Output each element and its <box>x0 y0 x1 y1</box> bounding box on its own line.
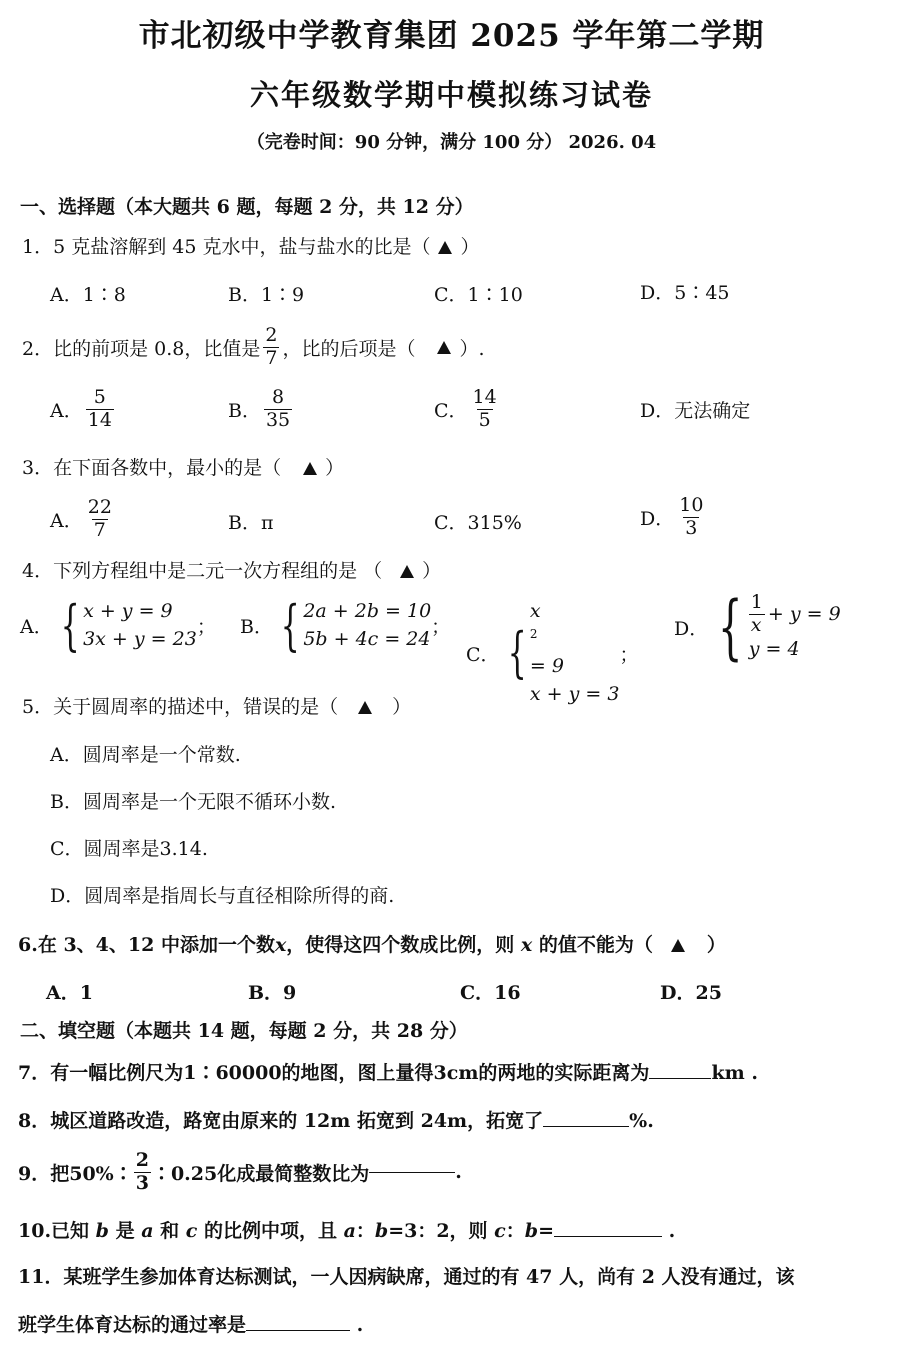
q2-option-d: D．无法确定 <box>640 400 751 422</box>
q3-option-b: B．π <box>228 512 274 534</box>
page-title: 市北初级中学教育集团 2025 学年第二学期 <box>138 18 765 54</box>
q4-a-sep: ； <box>196 616 216 639</box>
q11-answer-blank[interactable] <box>246 1330 350 1331</box>
q3-option-c: C．315% <box>434 512 522 534</box>
q6-option-d: D．25 <box>660 982 722 1004</box>
q2-a-label: A． <box>50 399 83 422</box>
question-3 <box>22 453 344 480</box>
q1-option-a: A．1∶8 <box>50 284 126 306</box>
q9-end: . <box>455 1161 462 1183</box>
q9-answer-blank[interactable] <box>369 1172 455 1173</box>
q8-unit: %. <box>629 1110 654 1132</box>
q3-d-fraction <box>677 495 705 540</box>
q6-stem-c: 的值不能为（ <box>538 934 653 956</box>
question-8 <box>18 1106 654 1133</box>
q10-t4: ： <box>355 1220 375 1242</box>
q3-option-d <box>640 490 708 544</box>
triangle-icon <box>400 565 414 578</box>
q2-stem-a: 2．比的前项是 0.8，比值是 <box>22 337 261 360</box>
q10-var-a: a <box>141 1220 154 1242</box>
q9-text-b: ∶0.25化成最简整数比为 <box>151 1162 370 1185</box>
q1-option-d: D．5∶45 <box>640 282 730 304</box>
q4-d-num: 1 <box>750 591 763 614</box>
question-11-line1: 11．某班学生参加体育达标测试，一人因病缺席，通过的有 47 人，尚有 2 人没有通过，该 <box>18 1266 795 1288</box>
q4-c-sep: ； <box>619 643 639 666</box>
q2-b-den: 35 <box>265 408 291 431</box>
q2-a-num: 5 <box>93 385 106 408</box>
triangle-icon <box>303 462 317 475</box>
brace-icon: { <box>280 593 300 657</box>
q2-option-b <box>228 382 295 436</box>
q3-option-a <box>50 492 117 546</box>
q6-close: ） <box>706 934 726 956</box>
question-4 <box>22 556 441 583</box>
exam-meta: （完卷时间：90 分钟，满分 100 分） 2026. 04 <box>246 132 657 153</box>
page-subtitle: 六年级数学期中模拟练习试卷 <box>249 78 653 112</box>
q4-b-label: B． <box>240 616 273 639</box>
question-2 <box>22 322 485 372</box>
q6-var: x <box>274 934 287 956</box>
q10-var-a2: a <box>343 1220 356 1242</box>
q4-stem: 4．下列方程组中是二元一次方程组的是 （ <box>22 560 383 582</box>
brace-icon: { <box>718 586 743 668</box>
q2-frac-den: 7 <box>265 346 278 369</box>
q9-den: 3 <box>135 1171 149 1194</box>
brace-icon: { <box>507 621 527 685</box>
q9-fraction <box>134 1150 151 1195</box>
q4-d-system <box>749 592 841 661</box>
q5-stem: 5．关于圆周率的描述中，错误的是（ <box>22 696 339 718</box>
q10-var-b3: b <box>524 1220 539 1242</box>
q6-option-a: A．1 <box>46 982 93 1004</box>
q8-answer-blank[interactable] <box>543 1126 629 1127</box>
q6-stem-a: 6.在 3、4、12 中添加一个数 <box>18 934 275 956</box>
q10-end: . <box>661 1220 676 1242</box>
q4-d-den: x <box>749 614 765 637</box>
q10-t5: =3：2，则 <box>388 1220 495 1242</box>
q6-option-c: C．16 <box>460 982 521 1004</box>
q6-stem-b: ，使得这四个数成比例，则 <box>286 934 515 956</box>
q2-b-num: 8 <box>272 385 285 408</box>
q4-option-a <box>20 593 216 657</box>
q4-option-d <box>674 586 841 668</box>
q5-close: ） <box>392 696 412 718</box>
question-10 <box>18 1216 675 1243</box>
q2-a-fraction <box>86 387 114 432</box>
q1-close: ） <box>460 236 480 258</box>
q10-t7: = <box>538 1220 554 1242</box>
q2-c-label: C． <box>434 399 468 422</box>
q10-var-c2: c <box>494 1220 506 1242</box>
q4-d-eq2: y = 4 <box>748 638 800 660</box>
q7-answer-blank[interactable] <box>649 1078 711 1079</box>
q2-close: ）. <box>459 337 485 360</box>
q5-option-a: A．圆周率是一个常数. <box>50 744 241 766</box>
question-9 <box>18 1144 462 1200</box>
q1-option-b: B．1∶9 <box>228 284 305 306</box>
q3-stem: 3．在下面各数中，最小的是（ <box>22 457 282 479</box>
q2-b-fraction <box>264 387 292 432</box>
q10-t0: 10.已知 <box>18 1220 96 1242</box>
q3-close: ） <box>325 457 345 479</box>
q5-option-b: B．圆周率是一个无限不循环小数. <box>50 791 337 813</box>
q4-c-system <box>530 598 620 709</box>
q4-d-label: D． <box>674 617 709 640</box>
q8-text: 8．城区道路改造，路宽由原来的 12m 拓宽到 24m，拓宽了 <box>18 1110 544 1132</box>
q4-c-label: C． <box>466 643 500 666</box>
q2-b-label: B． <box>228 399 261 422</box>
q7-unit: km . <box>711 1062 758 1084</box>
q9-text-a: 9．把50%∶ <box>18 1162 133 1185</box>
q4-d-fraction <box>749 592 765 637</box>
q4-c-eq1-exp: 2 <box>529 626 538 641</box>
q11-text: 班学生体育达标的通过率是 <box>18 1314 247 1336</box>
q10-answer-blank[interactable] <box>554 1236 662 1237</box>
triangle-icon <box>671 939 685 952</box>
q10-var-b2: b <box>374 1220 389 1242</box>
q3-a-num: 22 <box>87 495 112 518</box>
q4-a-eq1: x + y = 9 <box>83 600 173 622</box>
q3-d-den: 3 <box>685 516 698 539</box>
q3-a-fraction <box>86 497 114 542</box>
q3-a-den: 7 <box>93 518 106 541</box>
q5-option-d: D．圆周率是指周长与直径相除所得的商. <box>50 885 395 907</box>
q5-option-c: C．圆周率是3.14. <box>50 838 208 860</box>
section2-heading: 二、填空题（本题共 14 题，每题 2 分，共 28 分） <box>20 1020 468 1042</box>
question-6 <box>18 930 726 957</box>
q4-b-sep: ； <box>431 616 451 639</box>
question-5 <box>22 692 411 719</box>
q2-option-c <box>434 382 502 436</box>
q1-option-c: C．1∶10 <box>434 284 523 306</box>
q2-c-num: 14 <box>472 385 497 408</box>
q4-a-eq2: 3x + y = 23 <box>83 627 197 650</box>
question-1 <box>22 232 480 259</box>
q10-t6: ： <box>505 1220 525 1242</box>
q2-a-den: 14 <box>87 408 112 431</box>
q10-t2: 和 <box>153 1220 186 1242</box>
q4-b-eq2: 5b + 4c = 24 <box>303 627 431 650</box>
q10-var-c: c <box>185 1220 198 1242</box>
question-7 <box>18 1058 758 1085</box>
q6-var2: x <box>520 934 533 956</box>
q2-option-a <box>50 382 117 436</box>
q4-c-eq1-rest: = 9 <box>529 655 564 678</box>
q4-a-label: A． <box>20 616 53 639</box>
triangle-icon <box>358 701 372 714</box>
q4-a-system <box>83 598 197 653</box>
q10-t1: 是 <box>108 1220 142 1242</box>
q10-t3: 的比例中项，且 <box>197 1220 344 1242</box>
q3-d-label: D． <box>640 507 675 530</box>
q4-c-eq1 <box>530 598 620 681</box>
q4-b-system <box>303 598 431 653</box>
q4-d-eq1-rest: + y = 9 <box>767 603 841 626</box>
q2-c-den: 5 <box>478 408 491 431</box>
q1-stem: 1．5 克盐溶解到 45 克水中，盐与盐水的比是（ <box>22 236 431 258</box>
triangle-icon <box>437 341 451 354</box>
q2-fraction <box>263 325 279 370</box>
q10-var-b: b <box>95 1220 109 1242</box>
triangle-icon <box>438 241 452 254</box>
q2-stem-b: ，比的后项是（ <box>282 337 416 360</box>
q4-d-eq1 <box>749 592 841 637</box>
q4-c-eq2: x + y = 3 <box>529 682 620 705</box>
q4-option-b <box>240 593 451 657</box>
q6-option-b: B．9 <box>248 982 297 1004</box>
brace-icon: { <box>60 593 80 657</box>
section1-heading: 一、选择题（本大题共 6 题，每题 2 分，共 12 分） <box>20 196 474 218</box>
q2-frac-num: 2 <box>265 323 278 346</box>
q9-num: 2 <box>135 1148 149 1171</box>
q4-c-eq1-var: x <box>529 600 541 622</box>
q3-a-label: A． <box>50 509 83 532</box>
q4-close: ） <box>422 560 442 582</box>
question-11-line2 <box>18 1310 363 1337</box>
q3-d-num: 10 <box>679 493 704 516</box>
q7-text: 7．有一幅比例尺为1∶60000的地图，图上量得3cm的两地的实际距离为 <box>18 1062 650 1084</box>
q2-c-fraction <box>471 387 499 432</box>
q4-option-c <box>466 598 638 709</box>
q4-b-eq1: 2a + 2b = 10 <box>303 600 432 622</box>
q11-end: . <box>350 1314 364 1336</box>
